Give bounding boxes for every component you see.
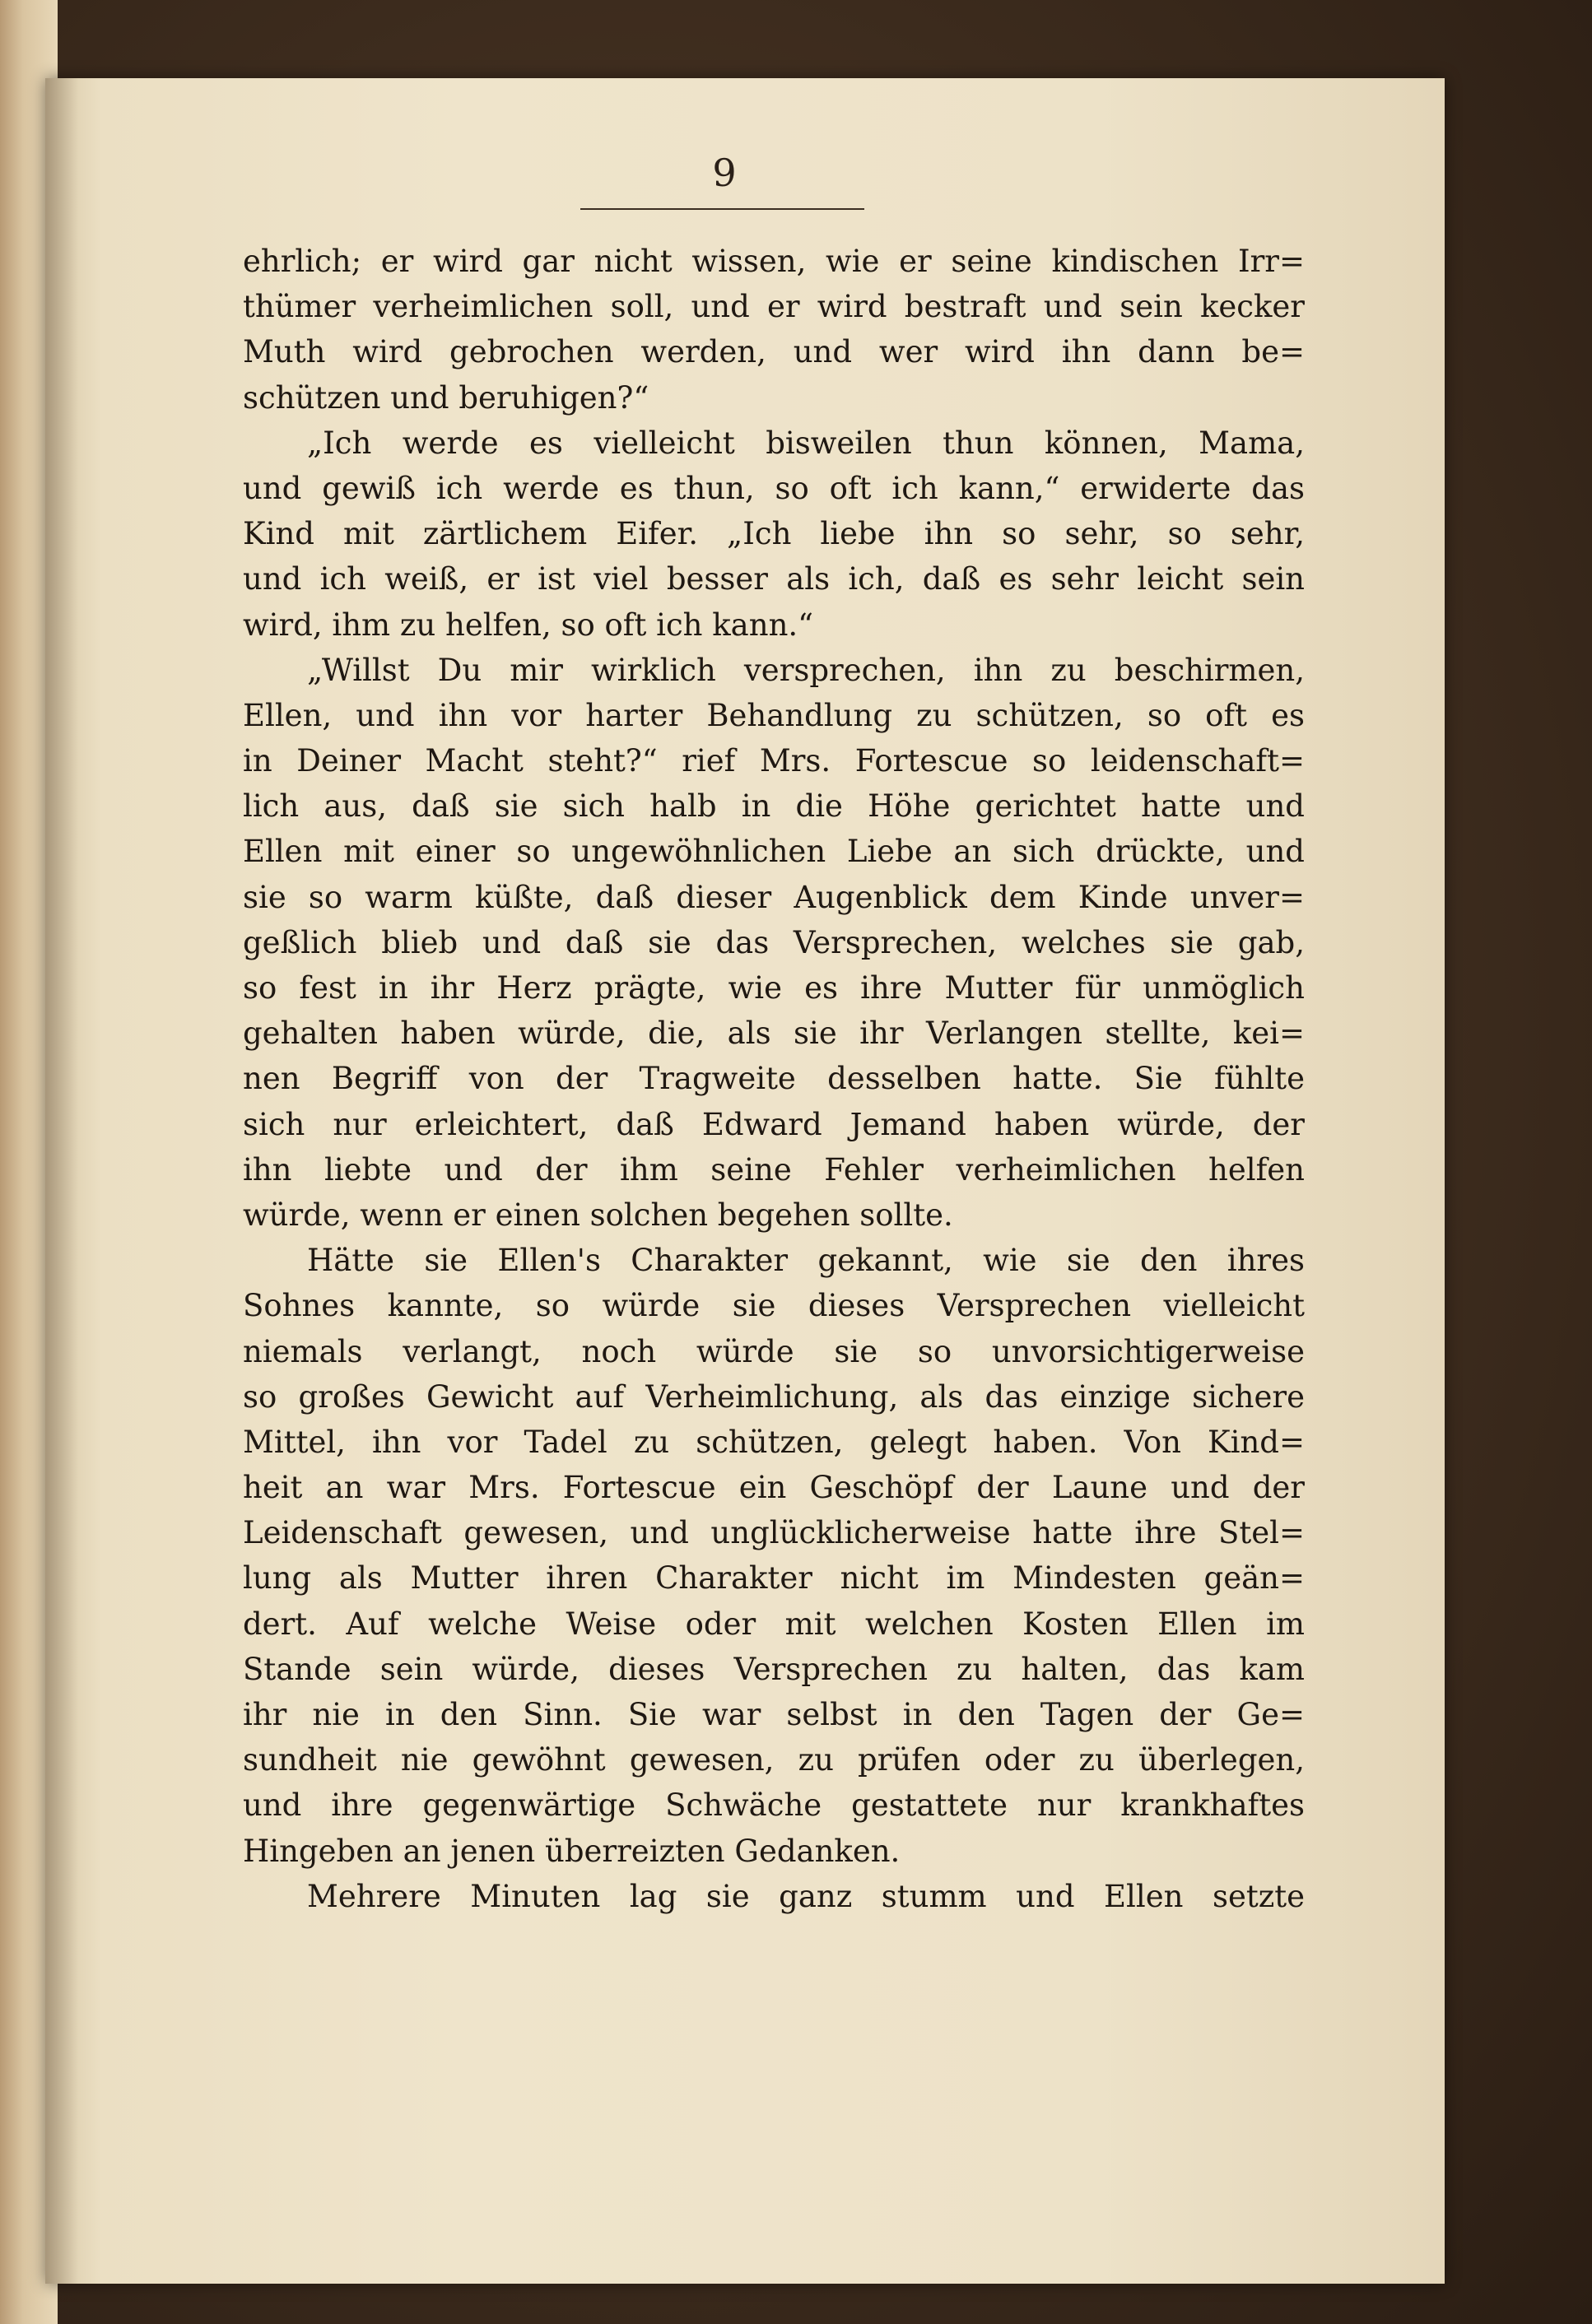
text-line: geßlich blieb und daß sie das Versprechen, welches sie gab, xyxy=(243,924,1305,960)
text-line: sundheit nie gewöhnt gewesen, zu prüfen oder zu überlegen, xyxy=(243,1742,1305,1778)
text-line: schützen und beruhigen?“ xyxy=(243,379,649,416)
text-line: gehalten haben würde, die, als sie ihr Verlangen stellte, kei= xyxy=(243,1016,1305,1052)
text-line: Sohnes kannte, so würde sie dieses Versprechen vielleicht xyxy=(243,1288,1305,1324)
gutter-shadow xyxy=(45,78,78,2284)
text-line: und gewiß ich werde es thun, so oft ich kann,“ erwiderte das xyxy=(243,470,1305,506)
text-line: lung als Mutter ihren Charakter nicht im Mindesten geän= xyxy=(243,1560,1305,1597)
text-line: ihn liebte und der ihm seine Fehler verheimlichen helfen xyxy=(243,1151,1305,1188)
text-line: ehrlich; er wird gar nicht wissen, wie er seine kindischen Irr= xyxy=(243,244,1305,279)
text-line: thümer verheimlichen soll, und er wird bestraft und sein kecker xyxy=(243,289,1305,325)
text-line: Mehrere Minuten lag sie ganz stumm und Ellen setzte xyxy=(307,1878,1305,1914)
text-line: und ihre gegenwärtige Schwäche gestattete nur krankhaftes xyxy=(243,1787,1305,1824)
text-line: in Deiner Macht steht?“ rief Mrs. Fortescue so leidenschaft= xyxy=(243,743,1305,779)
text-line: „Ich werde es vielleicht bisweilen thun können, Mama, xyxy=(307,425,1305,461)
page-sheet xyxy=(45,78,1445,2284)
text-line: sie so warm küßte, daß dieser Augenblick dem Kinde unver= xyxy=(243,879,1305,915)
text-line: Ellen, und ihn vor harter Behandlung zu schützen, so oft es xyxy=(243,697,1305,733)
text-line: sich nur erleichtert, daß Edward Jemand haben würde, der xyxy=(243,1106,1305,1142)
text-line: Kind mit zärtlichem Eifer. „Ich liebe ihn so sehr, so sehr, xyxy=(243,516,1305,552)
text-line: „Willst Du mir wirklich versprechen, ihn zu beschirmen, xyxy=(307,652,1305,688)
text-line: niemals verlangt, noch würde sie so unvorsichtigerweise xyxy=(243,1333,1305,1369)
text-line: ihr nie in den Sinn. Sie war selbst in den Tagen der Ge= xyxy=(243,1697,1305,1732)
page-number: 9 xyxy=(712,151,737,195)
text-line: würde, wenn er einen solchen begehen sollte. xyxy=(243,1197,953,1233)
text-line: so fest in ihr Herz prägte, wie es ihre Mutter für unmöglich xyxy=(243,970,1305,1006)
text-line: Leidenschaft gewesen, und unglücklicherweise hatte ihre Stel= xyxy=(243,1515,1305,1551)
text-line: Hingeben an jenen überreizten Gedanken. xyxy=(243,1833,901,1869)
text-line: und ich weiß, er ist viel besser als ich, daß es sehr leicht sein xyxy=(243,561,1305,597)
text-line: Muth wird gebrochen werden, und wer wird ihn dann be= xyxy=(243,334,1305,370)
text-line: heit an war Mrs. Fortescue ein Geschöpf der Laune und der xyxy=(243,1470,1305,1506)
text-line: wird, ihm zu helfen, so oft ich kann.“ xyxy=(243,607,814,643)
text-line: lich aus, daß sie sich halb in die Höhe gerichtet hatte und xyxy=(243,788,1305,825)
text-line: Hätte sie Ellen's Charakter gekannt, wie sie den ihres xyxy=(307,1243,1305,1279)
text-line: nen Begriff von der Tragweite desselben hatte. Sie fühlte xyxy=(243,1061,1305,1097)
header-rule xyxy=(580,208,864,210)
body-text xyxy=(243,239,1305,1919)
text-line: so großes Gewicht auf Verheimlichung, als das einzige sichere xyxy=(243,1378,1305,1415)
text-line: Mittel, ihn vor Tadel zu schützen, gelegt haben. Von Kind= xyxy=(243,1424,1305,1460)
text-line: Stande sein würde, dieses Versprechen zu halten, das kam xyxy=(243,1651,1305,1687)
text-line: Ellen mit einer so ungewöhnlichen Liebe an sich drückte, und xyxy=(243,834,1305,870)
text-line: dert. Auf welche Weise oder mit welchen Kosten Ellen im xyxy=(243,1606,1305,1642)
